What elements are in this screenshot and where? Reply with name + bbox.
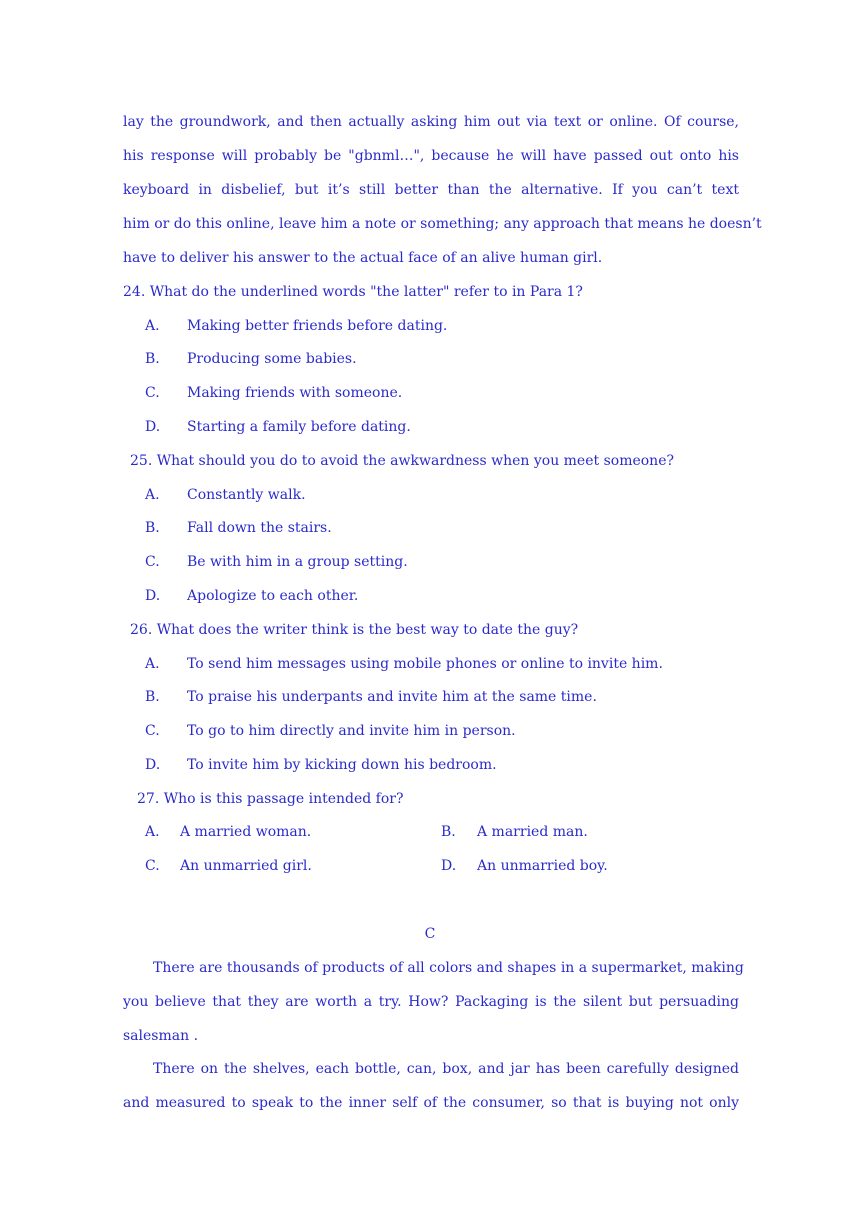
option-text: To invite him by kicking down his bedroom. [187,757,497,773]
option-letter: B. [441,824,456,840]
option-letter: D. [145,419,161,435]
option-text: Apologize to each other. [187,588,359,604]
option-letter: C. [145,858,160,874]
option-text: Making better friends before dating. [187,318,448,334]
option-letter: B. [145,689,160,705]
option-text: Making friends with someone. [187,385,403,401]
option-letter: D. [145,588,161,604]
option-text: To send him messages using mobile phones or online to invite him. [187,656,663,672]
option-letter: A. [145,318,160,334]
option-text: An unmarried boy. [477,858,608,874]
option-letter: C. [145,723,160,739]
passage-line: keyboard in disbelief, but it’s still better than the alternative. If you can’t text [123,182,739,198]
option-letter: A. [145,487,160,503]
option-letter: D. [441,858,457,874]
option-text: To go to him directly and invite him in person. [187,723,516,739]
option-letter: B. [145,351,160,367]
option-text: A married woman. [180,824,312,840]
question-stem: 26. What does the writer think is the best way to date the guy? [130,622,579,638]
option-text: Producing some babies. [187,351,357,367]
option-letter: B. [145,520,160,536]
passage-line: There on the shelves, each bottle, can, box, and jar has been carefully designed [153,1061,739,1077]
passage-line: lay the groundwork, and then actually asking him out via text or online. Of course, [123,114,739,130]
passage-line: salesman . [123,1028,199,1044]
option-letter: D. [145,757,161,773]
option-text: A married man. [477,824,588,840]
passage-line: have to deliver his answer to the actual face of an alive human girl. [123,250,603,266]
option-letter: C. [145,385,160,401]
option-letter: A. [145,824,160,840]
passage-line: him or do this online, leave him a note or something; any approach that means he doesn’t [123,216,762,232]
option-text: To praise his underpants and invite him at the same time. [187,689,597,705]
question-stem: 24. What do the underlined words "the latter" refer to in Para 1? [123,284,583,300]
passage-line: you believe that they are worth a try. How? Packaging is the silent but persuading [123,994,739,1010]
option-text: Be with him in a group setting. [187,554,408,570]
question-stem: 25. What should you do to avoid the awkwardness when you meet someone? [130,453,674,469]
passage-line: There are thousands of products of all colors and shapes in a supermarket, making [153,960,744,976]
passage-line: and measured to speak to the inner self of the consumer, so that is buying not only [123,1095,739,1111]
option-text: Fall down the stairs. [187,520,332,536]
section-heading: C [424,926,436,942]
option-text: Starting a family before dating. [187,419,411,435]
option-letter: A. [145,656,160,672]
question-stem: 27. Who is this passage intended for? [137,791,404,807]
option-text: An unmarried girl. [180,858,312,874]
option-letter: C. [145,554,160,570]
passage-line: his response will probably be "gbnml…", because he will have passed out onto his [123,148,739,164]
option-text: Constantly walk. [187,487,306,503]
